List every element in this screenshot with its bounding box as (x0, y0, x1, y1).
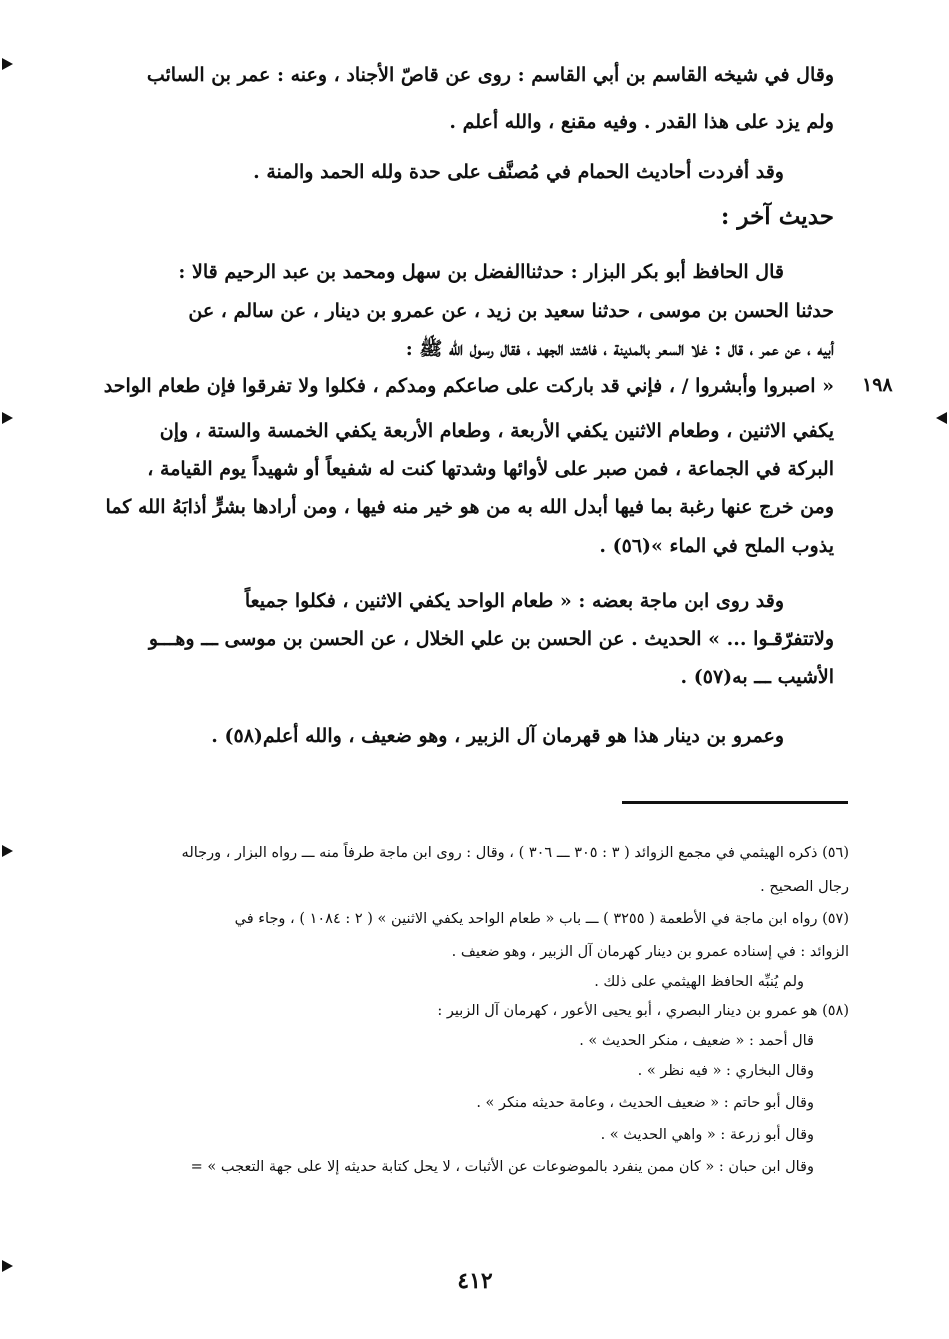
footnote-line: وقال أبو زرعة : « واهي الحديث » . (600, 1127, 814, 1143)
left-margin-mark-icon (2, 845, 13, 857)
margin-page-reference: ١٩٨ (862, 374, 893, 396)
text-line: يذوب الملح في الماء »(٥٦) . (599, 535, 834, 557)
footnote-line: (٥٦) ذكره الهيثمي في مجمع الزوائد ( ٣ : ٣٠٥ ـــ ٣٠٦ ) ، وقال : روى ابن ماجة طرفاً منه ـــ رواه البزار ، ورجاله (181, 845, 849, 861)
text-line: ولم يزد على هذا القدر . وفيه مقنع ، والله أعلم . (449, 111, 834, 133)
text-line: يكفي الاثنين ، وطعام الاثنين يكفي الأربعة ، وطعام الأربعة يكفي الخمسة والستة ، وإن (159, 420, 834, 442)
text-line: البركة في الجماعة ، فمن صبر على لأوائها وشدتها كنت له شفيعاً أو شهيداً يوم القيامة ، (147, 458, 834, 480)
right-margin-mark-icon (936, 412, 947, 424)
text-line: أبيه ، عن عمر ، قال : غلا السعر بالمدينة ، فاشتد الجهد ، فقال رسول الله ﷺ : (405, 338, 834, 360)
footnote-line: قال أحمد : « ضعيف ، منكر الحديث » . (579, 1033, 814, 1049)
text-line: ولاتتفرّقـوا ... » الحديث . عن الحسن بن علي الخلال ، عن الحسن بن موسى ـــ وهـــو (148, 628, 834, 650)
text-line: وعمرو بن دينار هذا هو قهرمان آل الزبير ، وهو ضعيف ، والله أعلم(٥٨) . (211, 725, 784, 747)
footnote-line: وقال أبو حاتم : « ضعيف الحديث ، وعامة حديثه منكر » . (476, 1095, 814, 1111)
text-line: وقد روى ابن ماجة بعضه : « طعام الواحد يكفي الاثنين ، فكلوا جميعاً (244, 590, 784, 612)
footnote-line: الزوائد : في إسناده عمرو بن دينار كهرمان آل الزبير ، وهو ضعيف . (451, 944, 849, 960)
left-margin-mark-icon (2, 58, 13, 70)
left-margin-mark-icon (2, 412, 13, 424)
text-line: قال الحافظ أبو بكر البزار : حدثناالفضل بن سهل ومحمد بن عبد الرحيم قالا : (178, 261, 784, 283)
footnote-line: (٥٨) هو عمرو بن دينار البصري ، أبو يحيى الأعور ، كهرمان آل الزبير : (437, 1003, 849, 1019)
text-line: وقد أفردت أحاديث الحمام في مُصنَّف على حدة ولله الحمد والمنة . (253, 161, 784, 183)
footnote-line: وقال ابن حبان : « كان ممن ينفرد بالموضوعات عن الأثبات ، لا يحل كتابة حديثه إلا على جهة التعجب » = (190, 1159, 814, 1175)
footnote-line: ولم يُنبِّه الحافظ الهيثمي على ذلك . (594, 974, 804, 990)
section-heading: حديث آخر : (720, 203, 834, 230)
footnote-separator (622, 801, 848, 804)
text-line: وقال في شيخه القاسم بن أبي القاسم : روى عن قاصّ الأجناد ، وعنه : عمر بن السائب (146, 64, 834, 86)
text-line: ومن خرج عنها رغبة بما فيها أبدل الله به من هو خير منه فيها ، ومن أرادها بشرٍّ أذابَهُ الله كما (105, 496, 834, 518)
text-line: الأشيب ـــ به(٥٧) . (680, 666, 834, 688)
footnote-line: رجال الصحيح . (760, 879, 849, 895)
page-number: ٤١٢ (457, 1268, 493, 1294)
text-line: « اصبروا وأبشروا / ، فإني قد باركت على صاعكم ومدكم ، فكلوا ولا تفرقوا فإن طعام الواحد (103, 375, 834, 397)
footnote-line: (٥٧) رواه ابن ماجة في الأطعمة ( ٣٢٥٥ ) ـــ باب « طعام الواحد يكفي الاثنين » ( ٢ : ١٠٨٤ ) ، وجاء في (234, 911, 849, 927)
footnote-line: وقال البخاري : « فيه نظر » . (637, 1063, 814, 1079)
text-line: حدثنا الحسن بن موسى ، حدثنا سعيد بن زيد ، عن عمرو بن دينار ، عن سالم ، عن (188, 300, 834, 322)
left-margin-mark-icon (2, 1260, 13, 1272)
